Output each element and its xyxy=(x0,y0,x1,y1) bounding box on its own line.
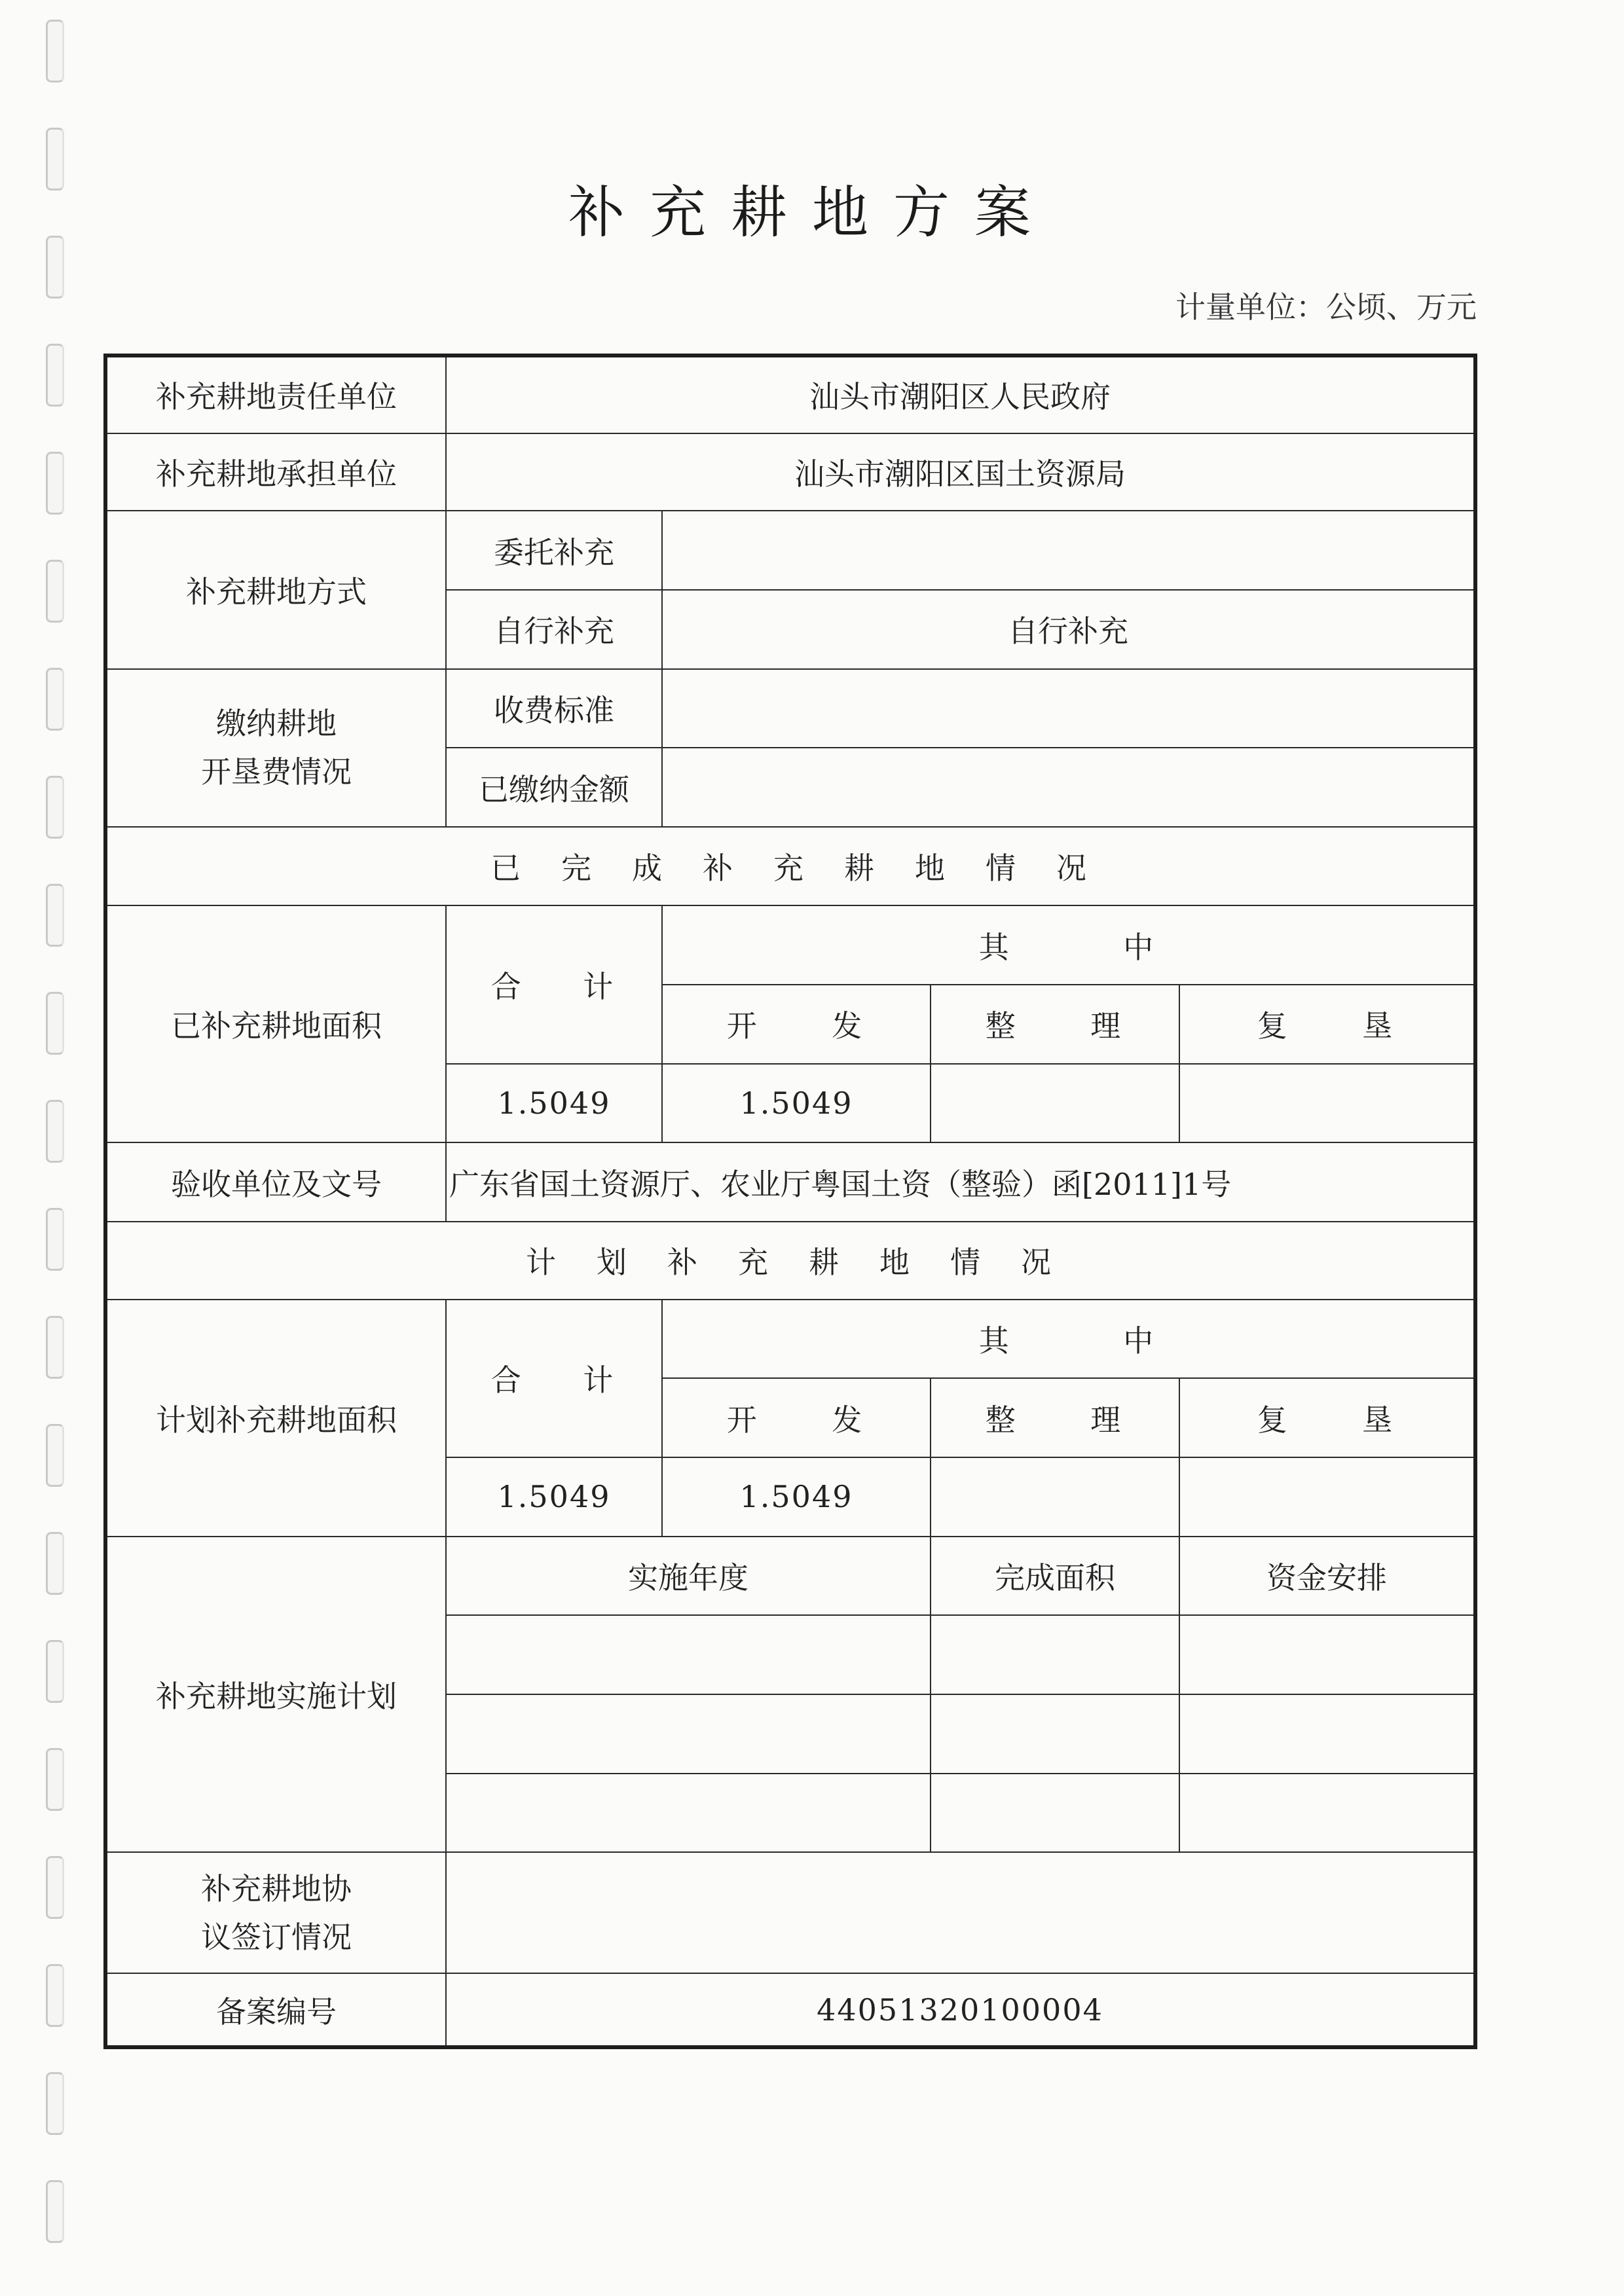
binding-hole xyxy=(46,776,64,839)
document-title: 补充耕地方案 xyxy=(568,180,1056,246)
fee-paid-value xyxy=(662,748,1475,827)
completed-total-value: 1.5049 xyxy=(446,1064,662,1143)
completed-arrangement-value xyxy=(931,1064,1179,1143)
filing-label: 备案编号 xyxy=(105,1973,446,2047)
method-self-label: 自行补充 xyxy=(446,590,662,669)
row-planned-of-which xyxy=(105,1300,1475,1379)
planned-development-label: 开 发 xyxy=(662,1378,931,1457)
completed-development-value: 1.5049 xyxy=(662,1064,931,1143)
supplementary-farmland-form xyxy=(103,354,1477,2049)
acceptance-value: 广东省国土资源厅、农业厅粤国土资（整验）函[2011]1号 xyxy=(446,1142,1475,1222)
completed-reclamation-label: 复 垦 xyxy=(1179,985,1475,1064)
completed-arrangement-label: 整 理 xyxy=(931,985,1179,1064)
row-planned-heading xyxy=(105,1222,1475,1300)
row-filing xyxy=(105,1973,1475,2047)
planned-total-value: 1.5049 xyxy=(446,1457,662,1537)
planned-area-label: 计划补充耕地面积 xyxy=(105,1300,446,1537)
completed-of-which-label: 其 中 xyxy=(662,905,1475,985)
planned-reclamation-label: 复 垦 xyxy=(1179,1378,1475,1457)
responsible-unit-value: 汕头市潮阳区人民政府 xyxy=(446,355,1475,433)
filing-number: 44051320100004 xyxy=(446,1973,1475,2047)
row-completed-of-which xyxy=(105,905,1475,985)
binding-hole xyxy=(46,668,64,731)
fee-label xyxy=(105,669,446,827)
plan-cell xyxy=(446,1774,931,1853)
plan-cell xyxy=(446,1615,931,1694)
binding-hole xyxy=(46,1208,64,1271)
binding-hole xyxy=(46,1748,64,1811)
binding-hole xyxy=(46,1424,64,1487)
completed-section-heading: 已完成补充耕地情况 xyxy=(105,827,1475,906)
binding-hole xyxy=(46,1100,64,1163)
plan-cell xyxy=(446,1694,931,1774)
binding-hole xyxy=(46,1964,64,2027)
plan-column-year: 实施年度 xyxy=(446,1537,931,1616)
implementation-plan-label: 补充耕地实施计划 xyxy=(105,1537,446,1853)
row-agreement xyxy=(105,1852,1475,1973)
binding-holes xyxy=(46,0,72,2296)
planned-reclamation-value xyxy=(1179,1457,1475,1537)
agreement-label xyxy=(105,1852,446,1973)
plan-cell xyxy=(1179,1774,1475,1853)
row-plan-header xyxy=(105,1537,1475,1616)
planned-arrangement-value xyxy=(931,1457,1179,1537)
agreement-label-line1: 补充耕地协 xyxy=(201,1870,352,1906)
binding-hole xyxy=(46,992,64,1055)
responsible-unit-label: 补充耕地责任单位 xyxy=(105,355,446,433)
binding-hole xyxy=(46,1532,64,1595)
binding-hole xyxy=(46,452,64,515)
planned-of-which-label: 其 中 xyxy=(662,1300,1475,1379)
plan-cell xyxy=(931,1615,1179,1694)
plan-cell xyxy=(931,1694,1179,1774)
fee-standard-label: 收费标准 xyxy=(446,669,662,748)
row-undertaking-unit xyxy=(105,433,1475,511)
plan-column-area: 完成面积 xyxy=(931,1537,1179,1616)
method-label: 补充耕地方式 xyxy=(105,511,446,668)
fee-paid-label: 已缴纳金额 xyxy=(446,748,662,827)
plan-column-funding: 资金安排 xyxy=(1179,1537,1475,1616)
row-method-entrusted xyxy=(105,511,1475,590)
binding-hole xyxy=(46,20,64,82)
undertaking-unit-label: 补充耕地承担单位 xyxy=(105,433,446,511)
planned-arrangement-label: 整 理 xyxy=(931,1378,1179,1457)
binding-hole xyxy=(46,2180,64,2243)
fee-label-line1: 缴纳耕地 xyxy=(216,706,337,742)
planned-section-heading: 计划补充耕地情况 xyxy=(105,1222,1475,1300)
binding-hole xyxy=(46,2072,64,2135)
binding-hole xyxy=(46,884,64,947)
binding-hole xyxy=(46,344,64,407)
acceptance-label: 验收单位及文号 xyxy=(105,1142,446,1222)
binding-hole xyxy=(46,1316,64,1379)
agreement-label-line2: 议签订情况 xyxy=(201,1919,352,1955)
binding-hole xyxy=(46,1640,64,1703)
completed-total-label: 合 计 xyxy=(446,905,662,1063)
row-responsible-unit xyxy=(105,355,1475,433)
row-fee-standard xyxy=(105,669,1475,748)
planned-total-label: 合 计 xyxy=(446,1300,662,1457)
fee-label-line2: 开垦费情况 xyxy=(201,754,352,790)
method-self-value: 自行补充 xyxy=(662,590,1475,669)
planned-development-value: 1.5049 xyxy=(662,1457,931,1537)
unit-note: 计量单位：公顷、万元 xyxy=(1175,289,1477,325)
binding-hole xyxy=(46,560,64,623)
plan-cell xyxy=(1179,1615,1475,1694)
agreement-value xyxy=(446,1852,1475,1973)
method-entrusted-value xyxy=(662,511,1475,590)
fee-standard-value xyxy=(662,669,1475,748)
completed-area-label: 已补充耕地面积 xyxy=(105,905,446,1142)
undertaking-unit-value: 汕头市潮阳区国土资源局 xyxy=(446,433,1475,511)
completed-development-label: 开 发 xyxy=(662,985,931,1064)
plan-cell xyxy=(1179,1694,1475,1774)
completed-reclamation-value xyxy=(1179,1064,1475,1143)
row-acceptance xyxy=(105,1142,1475,1222)
row-completed-heading xyxy=(105,827,1475,906)
binding-hole xyxy=(46,1856,64,1919)
plan-cell xyxy=(931,1774,1179,1853)
method-entrusted-label: 委托补充 xyxy=(446,511,662,590)
